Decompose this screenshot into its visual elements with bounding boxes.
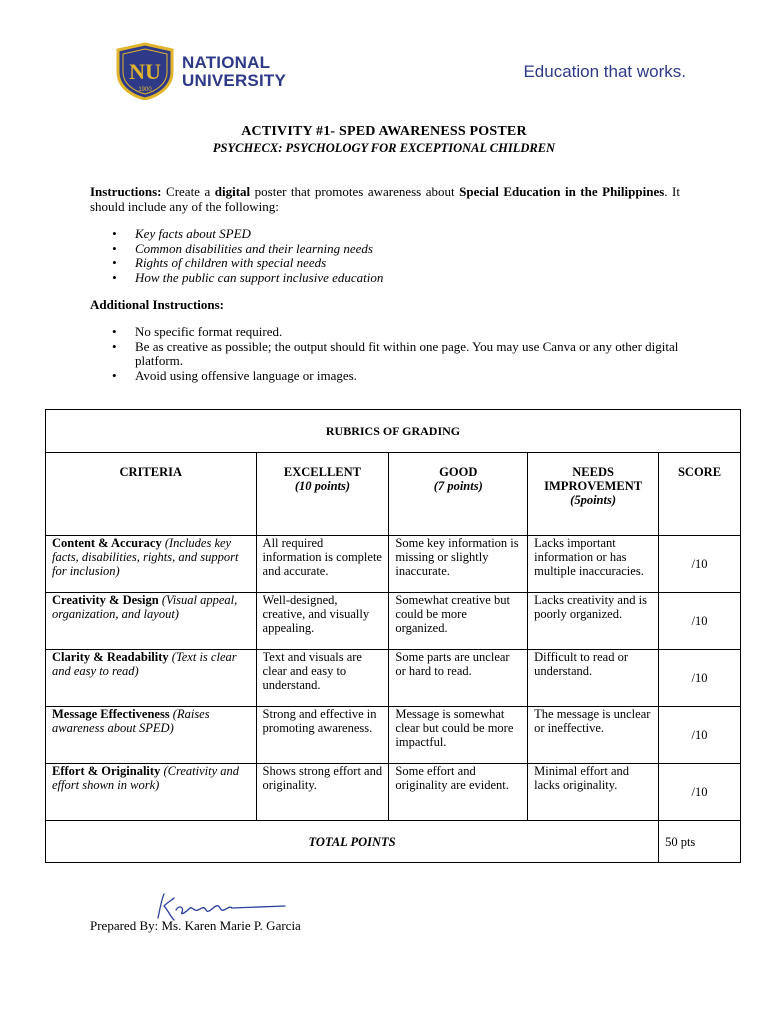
rubric-caption-row [46,410,741,453]
additional-instructions-heading: Additional Instructions: [90,297,224,312]
header-needs-improvement: NEEDS IMPROVEMENT (5points) [528,453,659,536]
grading-rubric-table [45,409,741,863]
seal-year: 1900 [138,87,152,93]
instructions-paragraph [90,184,680,214]
header-good: GOOD (7 points) [389,453,528,536]
instructions-bold-sped: Special Education in the Philippines [459,184,665,199]
excellent-cell: Text and visuals are clear and easy to understand. [256,650,389,707]
table-row [46,764,741,821]
header-excellent: EXCELLENT (10 points) [256,453,389,536]
total-points-label: TOTAL POINTS [46,821,659,863]
good-cell: Somewhat creative but could be more organized. [389,593,528,650]
course-subtitle: PSYCHECX: PSYCHOLOGY FOR EXCEPTIONAL CHILDREN [212,141,556,155]
university-tagline: Education that works. [523,62,686,81]
instructions-bold-digital: digital [214,184,251,199]
excellent-points: (10 points) [294,479,351,493]
header-criteria: CRITERIA [46,453,257,536]
list-item: • No specific format required. [90,325,690,340]
university-seal-logo [114,42,176,100]
list-item: • Be as creative as possible; the output should fit within one page. You may use Canva or any other digital platform. [90,340,690,369]
list-item: • Avoid using offensive language or images. [90,369,690,384]
rubric-caption: RUBRICS OF GRADING [46,410,741,453]
additional-instructions-list [90,325,690,383]
instructions-text-3: . It should include any of the following: [90,184,680,214]
needs-improvement-cell: The message is unclear or ineffective. [528,707,659,764]
seal-letters: NU [129,59,161,84]
needs-improvement-cell: Lacks important information or has multiple inaccuracies. [528,536,659,593]
rubric-header-row [46,453,741,536]
instructions-label: Instructions: [90,184,162,199]
activity-title: ACTIVITY #1- SPED AWARENESS POSTER [241,124,527,139]
list-item: • Rights of children with special needs [90,256,490,271]
document-header [0,0,768,110]
university-name-line2: UNIVERSITY [182,71,287,90]
needs-improvement-cell: Lacks creativity and is poorly organized. [528,593,659,650]
good-cell: Some effort and originality are evident. [389,764,528,821]
good-points: (7 points) [433,479,483,493]
table-row [46,593,741,650]
criteria-cell: Effort & Originality (Creativity and effort shown in work) [46,764,257,821]
list-item: • How the public can support inclusive education [90,271,490,286]
good-cell: Some parts are unclear or hard to read. [389,650,528,707]
criteria-cell: Message Effectiveness (Raises awareness about SPED) [46,707,257,764]
table-row [46,707,741,764]
poster-content-list [90,227,490,285]
score-cell: /10 [659,764,741,821]
excellent-cell: All required information is complete and accurate. [256,536,389,593]
university-name-line1: NATIONAL [182,53,271,72]
criteria-cell: Creativity & Design (Visual appeal, organization, and layout) [46,593,257,650]
university-name [182,54,286,90]
table-row [46,536,741,593]
total-points-value: 50 pts [659,821,741,863]
score-cell: /10 [659,707,741,764]
prepared-by: Prepared By: Ms. Karen Marie P. Garcia [90,918,301,933]
score-cell: /10 [659,593,741,650]
list-item: • Key facts about SPED [90,227,490,242]
good-cell: Some key information is missing or slightly inaccurate. [389,536,528,593]
needs-improvement-cell: Minimal effort and lacks originality. [528,764,659,821]
header-score: SCORE [659,453,741,536]
criteria-cell: Clarity & Readability (Text is clear and easy to read) [46,650,257,707]
instructions-text-2: poster that promotes awareness about [250,184,460,199]
total-row [46,821,741,863]
instructions-text-1: Create a [161,184,215,199]
score-cell: /10 [659,536,741,593]
list-item: • Common disabilities and their learning needs [90,242,490,257]
excellent-cell: Well-designed, creative, and visually appealing. [256,593,389,650]
good-cell: Message is somewhat clear but could be more impactful. [389,707,528,764]
excellent-cell: Shows strong effort and originality. [256,764,389,821]
score-cell: /10 [659,650,741,707]
needs-improvement-cell: Difficult to read or understand. [528,650,659,707]
table-row [46,650,741,707]
criteria-cell: Content & Accuracy (Includes key facts, disabilities, rights, and support for inclusion) [46,536,257,593]
needs-improvement-points: (5points) [570,493,617,507]
excellent-cell: Strong and effective in promoting awareness. [256,707,389,764]
